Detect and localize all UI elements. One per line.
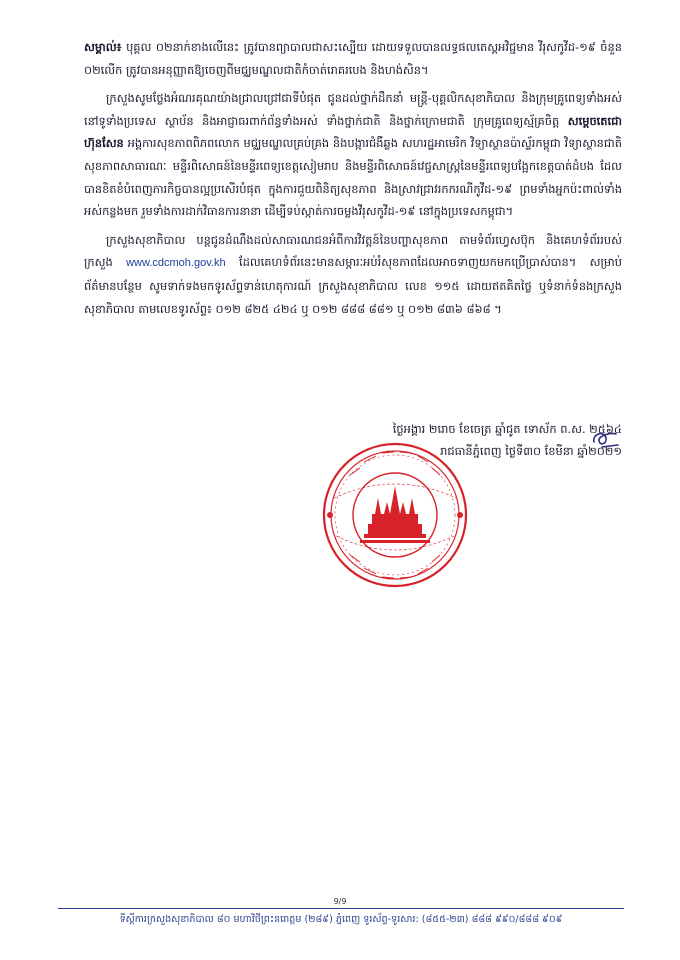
document-body — [84, 36, 622, 326]
thanks-bold-name: សម្តេចតេជោ ហ៊ុនសែន — [84, 113, 622, 151]
thanks-paragraph — [84, 87, 622, 223]
thanks-text-before: ក្រសួងសូមថ្លែងអំណរគុណយ៉ាងជ្រាលជ្រៅជាទីបំផុត ជូនដល់ថ្នាក់ដឹកនាំ មន្ត្រី-បុគ្គលិកសុខាភិបាល និងក្រុមគ្រូពេទ្យទាំងអស់នៅទូទាំងប្រទេស ស្ថាប័ន និងអាជ្ញាធរពាក់ព័ន្ធទាំងអស់ ទាំងថ្នាក់ជាតិ និងថ្នាក់ក្រោមជាតិ ក្រុមគ្រូពេទ្យស្ម័គ្រចិត្ត — [84, 91, 622, 128]
contact-text-after: ដែលគេហទំព័រនេះមានសម្ភារៈអប់រំសុខភាពដែលអាចទាញយកមកប្រើប្រាស់បាន។ សម្រាប់ព័ត៌មានបន្ថែម សូមទាក់ទងមកទូរស័ព្ទទាន់ហេតុការណ៍ ក្រសួងសុខាភិបាល លេខ ១១៥ ដោយឥតគិតថ្លៃ ឬទំនាក់ទំនងក្រសួងសុខាភិបាល តាមលេខទូរស័ព្ទ៖ ០១២ ៨២៥ ៤២៤ ឬ ០១២ ៨៨៨ ៨៨១ ឬ ០១២ ៨៣៦ ៨៦៨ ។ — [84, 255, 622, 316]
footer-divider — [58, 908, 624, 909]
website-link[interactable]: www.cdcmoh.gov.kh — [126, 257, 226, 270]
note-paragraph — [84, 36, 622, 81]
signature-icon — [590, 428, 620, 450]
footer-address: ទីស្តីការក្រសួងសុខាភិបាល ៨០ មហាវិថីព្រះនរោត្តម (២៨៩) ភ្នំពេញ ទូរស័ព្ទ-ទូរសារ: (៨៥៥-២៣) ៨៨៨ ៩៩០/៨៨៨ ៩០៩ — [119, 914, 563, 925]
page-number: 9/9 — [333, 897, 347, 906]
note-text: បុគ្គល ០២នាក់ខាងលើនេះ ត្រូវបានព្យាបាលជាសះស្បើយ ដោយទទួលបានលទ្ធផលតេស្តអវិជ្ជមាន វីរុសកូវីដ-១៩ ចំនួន ០២លើក ត្រូវបានអនុញ្ញាតឱ្យចេញពីមជ្ឈមណ្ឌលជាតិកំចាត់រោគរបេង និងហង់សិន។ — [84, 40, 622, 77]
date-solar: រាជធានីភ្នំពេញ ថ្ងៃទី៣០ ខែមីនា ឆ្នាំ២០២១ — [440, 444, 622, 458]
date-lunar: ថ្ងៃអង្គារ ២រោច ខែចេត្រ ឆ្នាំជូត ទោស័ក ព.ស. ២៥៦៤ — [392, 422, 622, 436]
angkor-wat-seal-icon — [320, 440, 470, 590]
contact-text-before: ក្រសួងសុខាភិបាល បន្តជូនដំណឹងដល់សាធារណជនអំពីការវិវត្តន៍នៃបញ្ហាសុខភាព តាមទំព័រហ្វេសប៊ុក និងគេហទំព័ររបស់ក្រសួង — [84, 232, 622, 270]
thanks-text-after: អង្គការសុខភាពពិភពលោក មជ្ឈមណ្ឌលគ្រប់គ្រង និងបង្ការជំងឺឆ្លង សហរដ្ឋអាមេរិក វិទ្យាស្ថានប៉ាស្ទ័រកម្ពុជា វិទ្យាស្ថានជាតិសុខភាពសាធារណៈ មន្ទីរពិសោធន៍នៃមន្ទីរពេទ្យខេត្តសៀមរាប និងមន្ទីរពិសោធន៍វេជ្ជសាស្ត្រនៃមន្ទីរពេទ្យបង្អែកខេត្តបាត់ដំបង ដែលបានខិតខំបំពេញភារកិច្ចបានល្អប្រសើរបំផុត ក្នុងការជួយពិនិត្យសុខភាព និងស្រាវជ្រាវរកករណីកូវីដ-១៩ ព្រមទាំងអ្នកប៉ះពាល់ទាំងអស់កន្លងមក រួមទាំងការដាក់វិធានការនានា ដើម្បីទប់ស្កាត់ការចម្លងវីរុសកូវីដ-១៩ នៅក្នុងប្រទេសកម្ពុជា។ — [84, 136, 622, 219]
contact-paragraph — [84, 229, 622, 320]
note-label: សម្គាល់៖ — [84, 40, 122, 54]
